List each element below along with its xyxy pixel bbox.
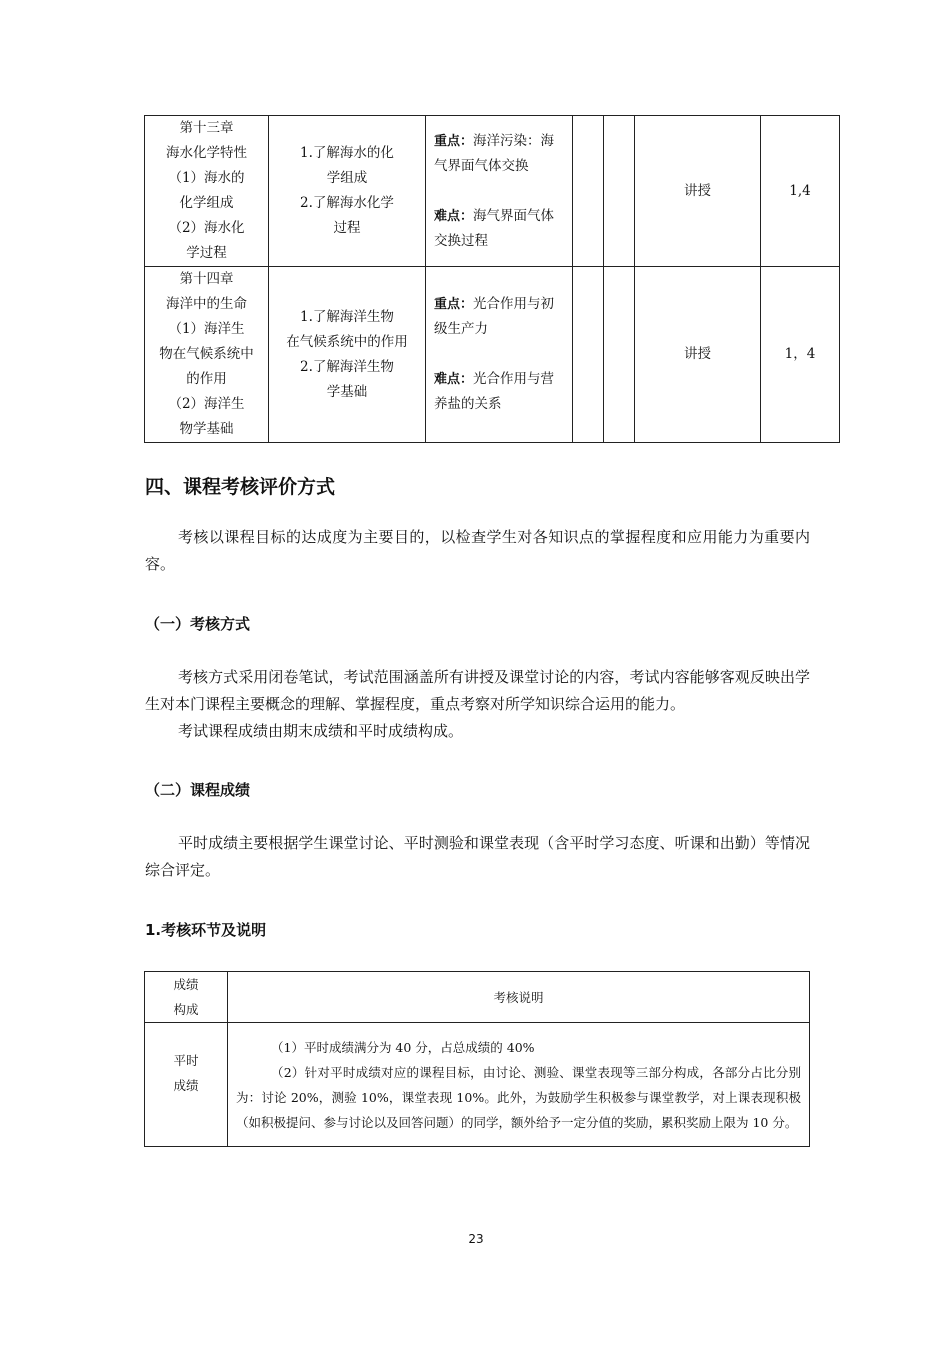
table-row bbox=[145, 116, 840, 267]
table-row bbox=[145, 1023, 810, 1147]
key-point-label: 重点： bbox=[434, 297, 474, 312]
row-label-regular-grade: 平时 成绩 bbox=[145, 1023, 228, 1147]
subsection-title-exam-method: （一）考核方式 bbox=[145, 615, 251, 633]
key-point-text: 光合作用与初级生产力 bbox=[434, 296, 555, 337]
assessment-table bbox=[144, 971, 810, 1147]
objective-cell: 1.了解海洋生物 在气候系统中的作用 2.了解海洋生物 学基础 bbox=[269, 267, 426, 443]
empty-cell bbox=[604, 267, 635, 443]
key-point-text: 海洋污染：海气界面气体交换 bbox=[434, 132, 555, 174]
subsection-title-course-grade: （二）课程成绩 bbox=[145, 781, 251, 799]
chapter-cell: 第十三章 海水化学特性 （1）海水的 化学组成 （2）海水化 学过程 bbox=[145, 116, 269, 267]
empty-cell bbox=[573, 116, 604, 267]
empty-cell bbox=[573, 267, 604, 443]
key-point-label: 重点： bbox=[434, 133, 474, 149]
table-header-row bbox=[145, 972, 810, 1023]
syllabus-table bbox=[144, 115, 840, 443]
difficult-point-label: 难点： bbox=[434, 208, 474, 224]
teaching-method-cell: 讲授 bbox=[635, 267, 761, 443]
subsection-title-assessment: 1.考核环节及说明 bbox=[145, 921, 267, 939]
section-title: 四、课程考核评价方式 bbox=[145, 476, 336, 498]
empty-cell bbox=[604, 116, 635, 267]
table-row bbox=[145, 267, 840, 443]
course-target-cell: 1,4 bbox=[761, 116, 840, 267]
difficult-point-text: 光合作用与营养盐的关系 bbox=[434, 371, 555, 412]
key-points-cell bbox=[426, 267, 573, 443]
teaching-method-cell: 讲授 bbox=[635, 116, 761, 267]
exam-method-paragraph: 考核方式采用闭卷笔试，考试范围涵盖所有讲授及课堂讨论的内容，考试内容能够客观反映出学生对本门课程主要概念的理解、掌握程度，重点考察对所学知识综合运用的能力。 考试课程成绩由期末成绩和平时成绩构成。 bbox=[145, 668, 810, 740]
intro-paragraph: 考核以课程目标的达成度为主要目的，以检查学生对各知识点的掌握程度和应用能力为重要内容。 bbox=[145, 528, 810, 573]
key-points-cell bbox=[426, 116, 573, 267]
objective-cell: 1.了解海水的化 学组成 2.了解海水化学 过程 bbox=[269, 116, 426, 267]
page-number: 23 bbox=[468, 1232, 484, 1246]
course-grade-paragraph: 平时成绩主要根据学生课堂讨论、平时测验和课堂表现（含平时学习态度、听课和出勤）等情况综合评定。 bbox=[145, 834, 810, 879]
chapter-cell: 第十四章 海洋中的生命 （1）海洋生 物在气候系统中 的作用 （2）海洋生 物学基础 bbox=[145, 267, 269, 443]
course-target-cell: 1，4 bbox=[761, 267, 840, 443]
difficult-point-label: 难点： bbox=[434, 372, 474, 387]
header-grade-composition: 成绩 构成 bbox=[145, 972, 228, 1023]
row-description: （1）平时成绩满分为 40 分，占总成绩的 40% （2）针对平时成绩对应的课程目标，由讨论、测验、课堂表现等三部分构成，各部分占比分别为：讨论 20%，测验 10%，课堂表现 10%。此外，为鼓励学生积极参与课堂教学，对上课表现积极（如积极提问、参与讨论以及回答问题）的同学，额外给予一定分值的奖励，累积奖励上限为 10 分。 bbox=[228, 1023, 810, 1147]
header-assessment-description: 考核说明 bbox=[228, 972, 810, 1023]
difficult-point-text: 海气界面气体交换过程 bbox=[434, 207, 555, 249]
